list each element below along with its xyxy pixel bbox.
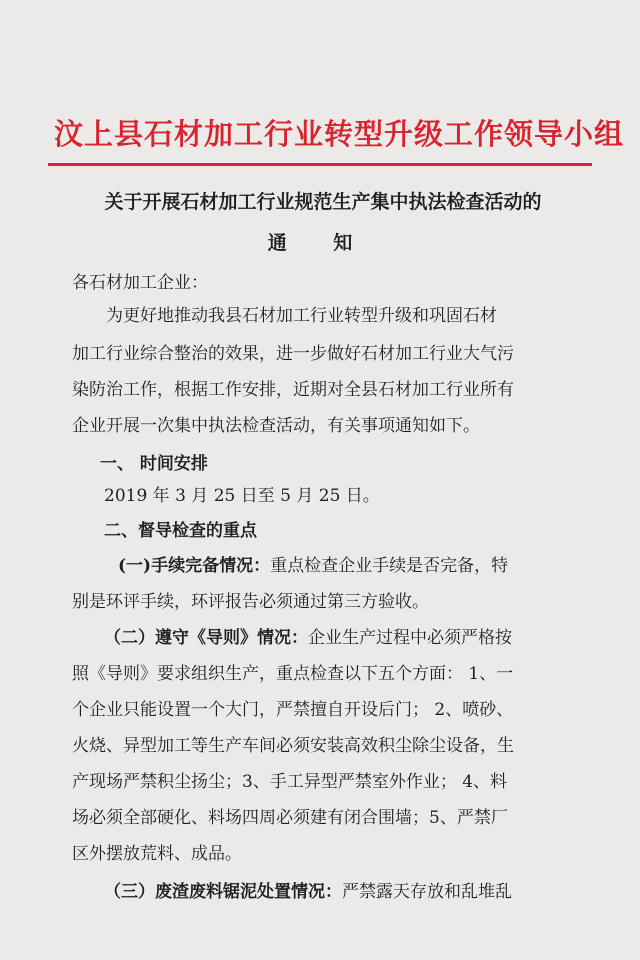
item-2-line-7: 区外摆放荒料、成品。 — [72, 844, 242, 864]
section-heading-time: 一、 时间安排 — [100, 454, 208, 474]
item-2-label: （二）遵守《导则》情况： — [104, 628, 308, 648]
item-3-text: 严禁露天存放和乱堆乱 — [342, 882, 512, 902]
intro-paragraph-line-3: 染防治工作，根据工作安排，近期对全县石材加工行业所有 — [72, 380, 514, 400]
intro-paragraph-line-1: 为更好地推动我县石材加工行业转型升级和巩固石材 — [106, 306, 497, 326]
notice-title-line-1: 关于开展石材加工行业规范生产集中执法检查活动的 — [104, 191, 542, 213]
issuing-organization-header: 汶上县石材加工行业转型升级工作领导小组 — [54, 117, 625, 151]
item-1-line-2: 别是环评手续，环评报告必须通过第三方验收。 — [72, 592, 429, 612]
section-heading-focus: 二、督导检查的重点 — [104, 521, 257, 541]
item-1-text: 重点检查企业手续是否完备，特 — [270, 556, 509, 576]
item-2-line-3: 个企业只能设置一个大门，严禁擅自开设后门； 2、喷砂、 — [72, 700, 514, 720]
intro-paragraph-line-4: 企业开展一次集中执法检查活动，有关事项通知如下。 — [72, 416, 480, 436]
item-3-line-1 — [104, 880, 624, 904]
item-1-label: (一)手续完备情况： — [118, 556, 271, 576]
item-3-label: （三）废渣废料锯泥处置情况： — [104, 882, 342, 902]
item-2-line-6: 场必须全部硬化、料场四周必须建有闭合围墙；5、严禁厂 — [72, 808, 508, 828]
salutation: 各石材加工企业： — [72, 273, 208, 293]
item-2-line-2: 照《导则》要求组织生产，重点检查以下五个方面： 1、一 — [72, 664, 514, 684]
item-1-line-1 — [118, 554, 638, 578]
item-2-line-4: 火烧、异型加工等生产车间必须安装高效积尘除尘设备，生 — [72, 736, 514, 756]
red-divider-rule — [48, 163, 592, 166]
item-2-line-5: 产现场严禁积尘扬尘；3、手工异型严禁室外作业； 4、料 — [72, 772, 508, 792]
schedule-dates: 2019 年 3 月 25 日至 5 月 25 日。 — [104, 486, 380, 506]
item-2-line-1 — [104, 626, 624, 650]
notice-title-line-2: 通 知 — [267, 232, 373, 254]
intro-paragraph-line-2: 加工行业综合整治的效果，进一步做好石材加工行业大气污 — [72, 344, 514, 364]
item-2-text: 企业生产过程中必须严格按 — [308, 628, 512, 648]
